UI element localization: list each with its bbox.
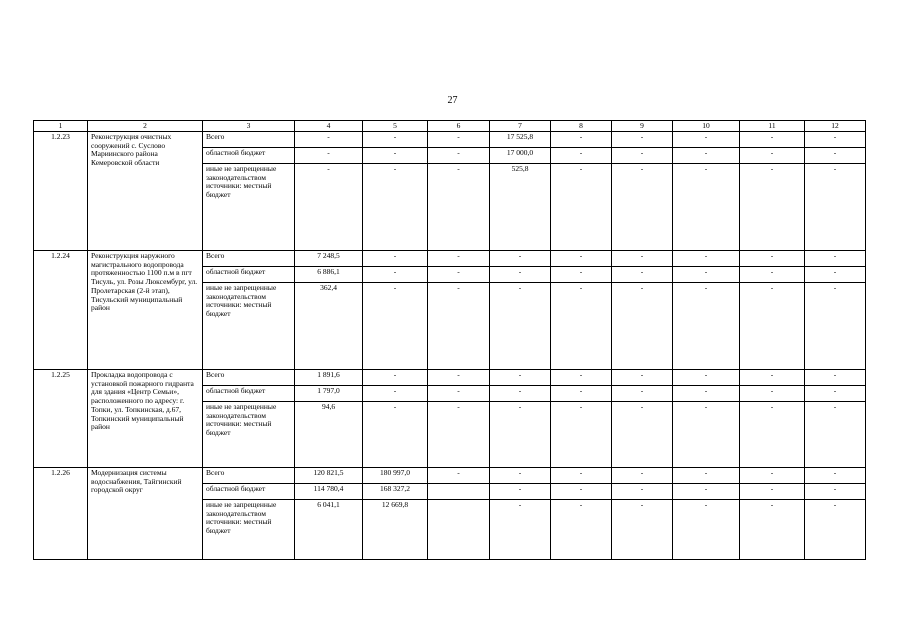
value-cell: -: [673, 402, 740, 468]
value-cell: -: [740, 500, 805, 560]
value-cell: 17 000,0: [490, 148, 551, 164]
funding-source: Всего: [203, 132, 295, 148]
value-cell: 525,8: [490, 164, 551, 251]
value-cell: -: [673, 267, 740, 283]
value-cell: 17 525,8: [490, 132, 551, 148]
activity-name: Прокладка водопровода с установкой пожарного гидранта для здания «Центр Семьи», расположенного по адресу: г. Топки, ул. Топкинская, д.67, Топкинский муниципальный район: [88, 370, 203, 468]
value-cell: 6 041,1: [295, 500, 363, 560]
value-cell: -: [740, 370, 805, 386]
value-cell: -: [428, 370, 490, 386]
value-cell: -: [363, 402, 428, 468]
header-cell: 10: [673, 121, 740, 132]
value-cell: -: [740, 148, 805, 164]
funding-source: Всего: [203, 468, 295, 484]
value-cell: -: [612, 164, 673, 251]
value-cell: -: [363, 267, 428, 283]
value-cell: -: [612, 402, 673, 468]
value-cell: -: [295, 148, 363, 164]
value-cell: -: [805, 267, 866, 283]
value-cell: -: [551, 148, 612, 164]
value-cell: -: [612, 468, 673, 484]
value-cell: -: [740, 132, 805, 148]
value-cell: -: [740, 484, 805, 500]
value-cell: -: [740, 283, 805, 370]
value-cell: [428, 484, 490, 500]
value-cell: -: [805, 148, 866, 164]
value-cell: -: [551, 164, 612, 251]
value-cell: -: [551, 267, 612, 283]
table-row: [34, 468, 866, 484]
value-cell: -: [490, 370, 551, 386]
value-cell: -: [740, 468, 805, 484]
value-cell: -: [551, 386, 612, 402]
value-cell: -: [673, 500, 740, 560]
value-cell: -: [673, 132, 740, 148]
value-cell: [428, 500, 490, 560]
value-cell: -: [805, 468, 866, 484]
header-cell: 2: [88, 121, 203, 132]
value-cell: -: [490, 484, 551, 500]
header-cell: 9: [612, 121, 673, 132]
value-cell: -: [490, 468, 551, 484]
value-cell: -: [805, 386, 866, 402]
value-cell: -: [805, 283, 866, 370]
funding-source: областной бюджет: [203, 386, 295, 402]
value-cell: 180 997,0: [363, 468, 428, 484]
value-cell: -: [740, 402, 805, 468]
header-row: [34, 121, 866, 132]
value-cell: -: [805, 251, 866, 267]
funding-source: иные не запрещенные законодательством источники: местный бюджет: [203, 283, 295, 370]
value-cell: -: [612, 251, 673, 267]
value-cell: -: [740, 251, 805, 267]
value-cell: -: [363, 132, 428, 148]
value-cell: -: [740, 267, 805, 283]
value-cell: -: [805, 370, 866, 386]
funding-source: иные не запрещенные законодательством источники: местный бюджет: [203, 164, 295, 251]
activity-name: Реконструкция наружного магистрального водопровода протяженностью 1100 п.м в пгт Тисуль, ул. Розы Люксембург, ул. Пролетарская (2-й этап), Тисульский муниципальный район: [88, 251, 203, 370]
value-cell: -: [673, 251, 740, 267]
value-cell: -: [612, 484, 673, 500]
row-code: 1.2.25: [34, 370, 88, 468]
value-cell: -: [673, 484, 740, 500]
value-cell: -: [428, 267, 490, 283]
funding-source: областной бюджет: [203, 484, 295, 500]
value-cell: -: [363, 164, 428, 251]
funding-source: областной бюджет: [203, 148, 295, 164]
value-cell: -: [673, 370, 740, 386]
value-cell: -: [612, 500, 673, 560]
budget-table: [33, 120, 866, 560]
row-code: 1.2.24: [34, 251, 88, 370]
header-cell: 12: [805, 121, 866, 132]
header-cell: 8: [551, 121, 612, 132]
value-cell: -: [363, 386, 428, 402]
value-cell: -: [612, 370, 673, 386]
table-row: [34, 370, 866, 386]
value-cell: 1 797,0: [295, 386, 363, 402]
value-cell: -: [428, 148, 490, 164]
value-cell: -: [805, 402, 866, 468]
value-cell: -: [612, 148, 673, 164]
value-cell: 114 780,4: [295, 484, 363, 500]
value-cell: -: [673, 283, 740, 370]
table-row: [34, 251, 866, 267]
page-number: 27: [447, 95, 458, 106]
value-cell: -: [551, 283, 612, 370]
value-cell: -: [428, 132, 490, 148]
table-row: [34, 132, 866, 148]
value-cell: 6 886,1: [295, 267, 363, 283]
value-cell: -: [612, 283, 673, 370]
header-cell: 6: [428, 121, 490, 132]
value-cell: -: [673, 386, 740, 402]
value-cell: -: [295, 164, 363, 251]
value-cell: -: [490, 267, 551, 283]
value-cell: -: [612, 132, 673, 148]
value-cell: -: [428, 402, 490, 468]
value-cell: -: [612, 267, 673, 283]
value-cell: -: [740, 386, 805, 402]
value-cell: -: [363, 283, 428, 370]
value-cell: 168 327,2: [363, 484, 428, 500]
value-cell: -: [490, 251, 551, 267]
header-cell: 7: [490, 121, 551, 132]
header-cell: 11: [740, 121, 805, 132]
value-cell: -: [551, 402, 612, 468]
value-cell: -: [612, 386, 673, 402]
header-cell: 3: [203, 121, 295, 132]
value-cell: -: [428, 251, 490, 267]
value-cell: -: [428, 468, 490, 484]
value-cell: -: [805, 132, 866, 148]
value-cell: 7 248,5: [295, 251, 363, 267]
value-cell: 94,6: [295, 402, 363, 468]
value-cell: -: [551, 468, 612, 484]
row-code: 1.2.26: [34, 468, 88, 560]
funding-source: иные не запрещенные законодательством источники: местный бюджет: [203, 402, 295, 468]
funding-source: иные не запрещенные законодательством источники: местный бюджет: [203, 500, 295, 560]
value-cell: -: [673, 148, 740, 164]
value-cell: -: [363, 370, 428, 386]
funding-source: Всего: [203, 370, 295, 386]
value-cell: -: [551, 370, 612, 386]
value-cell: -: [490, 402, 551, 468]
activity-name: Модернизация системы водоснабжения, Тайгинский городской округ: [88, 468, 203, 560]
header-cell: 1: [34, 121, 88, 132]
value-cell: -: [551, 132, 612, 148]
value-cell: 120 821,5: [295, 468, 363, 484]
value-cell: -: [295, 132, 363, 148]
value-cell: -: [363, 148, 428, 164]
header-cell: 5: [363, 121, 428, 132]
value-cell: 1 891,6: [295, 370, 363, 386]
activity-name: Реконструкция очистных сооружений с. Суслово Мариинского района Кемеровской области: [88, 132, 203, 251]
value-cell: 362,4: [295, 283, 363, 370]
value-cell: -: [805, 484, 866, 500]
value-cell: -: [428, 164, 490, 251]
value-cell: -: [551, 500, 612, 560]
row-code: 1.2.23: [34, 132, 88, 251]
value-cell: -: [490, 283, 551, 370]
value-cell: -: [428, 386, 490, 402]
value-cell: -: [673, 164, 740, 251]
funding-source: областной бюджет: [203, 267, 295, 283]
value-cell: -: [673, 468, 740, 484]
value-cell: -: [805, 164, 866, 251]
value-cell: -: [740, 164, 805, 251]
value-cell: -: [490, 386, 551, 402]
value-cell: -: [805, 500, 866, 560]
value-cell: -: [551, 251, 612, 267]
value-cell: -: [428, 283, 490, 370]
funding-source: Всего: [203, 251, 295, 267]
value-cell: -: [490, 500, 551, 560]
header-cell: 4: [295, 121, 363, 132]
table-body: [34, 121, 866, 560]
value-cell: 12 669,8: [363, 500, 428, 560]
value-cell: -: [551, 484, 612, 500]
value-cell: -: [363, 251, 428, 267]
